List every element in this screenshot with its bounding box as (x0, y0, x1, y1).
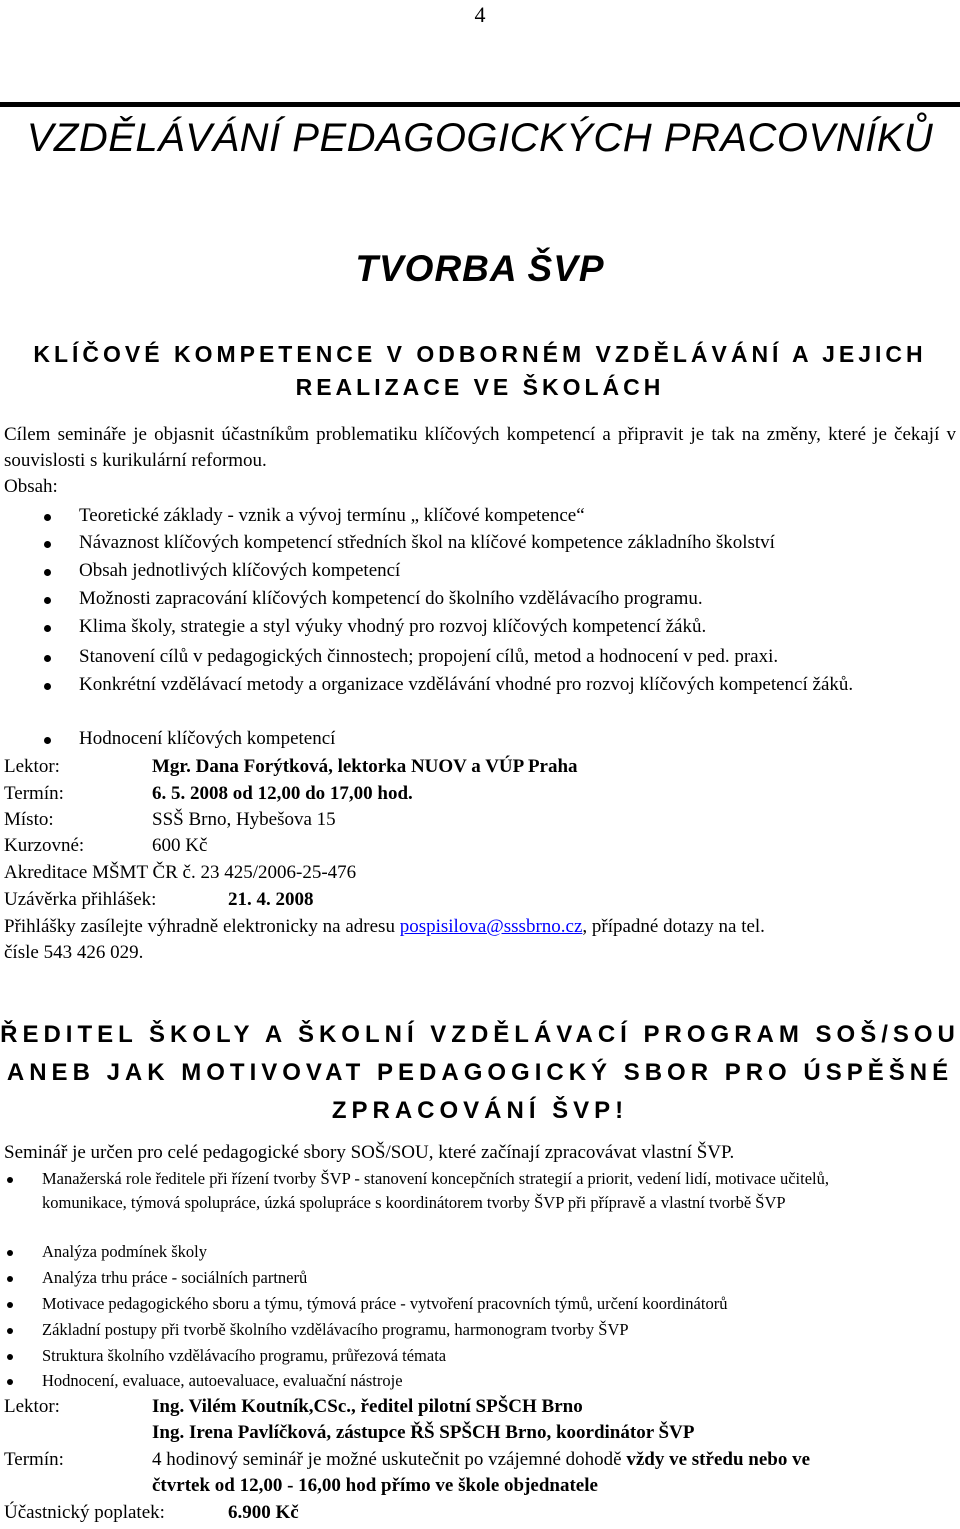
bullet-icon (7, 1354, 13, 1360)
course1-deadline-label: Uzávěrka přihlášek: (4, 889, 157, 910)
bullet-icon (7, 1250, 13, 1256)
course2-title-line2: ANEB JAK MOTIVOVAT PEDAGOGICKÝ SBOR PRO ÚSPĚŠNÉ (6, 1059, 954, 1086)
course1-title (0, 338, 960, 404)
course1-lecturer: Mgr. Dana Forýtková, lektorka NUOV a VÚP Praha (152, 756, 578, 777)
course1-date-label: Termín: (4, 783, 64, 804)
bullet-icon (7, 1328, 13, 1334)
course1-place-label: Místo: (4, 809, 54, 830)
course1-fee-label: Kurzovné: (4, 835, 85, 856)
bullet-icon (44, 737, 51, 744)
course1-apply: Přihlášky zasílejte výhradně elektronicky na adresu pospisilova@sssbrno.cz, případné dotazy na tel. (4, 916, 765, 937)
course1-deadline: 21. 4. 2008 (228, 889, 314, 910)
course1-content-label: Obsah: (4, 476, 58, 497)
course2-title (0, 1016, 960, 1130)
course2-lecturer1: Ing. Vilém Koutník,CSc., ředitel pilotní SPŠCH Brno (152, 1396, 583, 1417)
sub-heading: TVORBA ŠVP (355, 248, 605, 289)
bullet-icon (7, 1177, 13, 1183)
course1-phone: čísle 543 426 029. (4, 942, 144, 963)
bullet-icon (7, 1379, 13, 1385)
top-rule (0, 102, 960, 107)
bullet-icon (44, 625, 51, 632)
course1-title-line2: REALIZACE VE ŠKOLÁCH (295, 374, 665, 400)
bullet-icon (7, 1302, 13, 1308)
course1-intro: Cílem semináře je objasnit účastníkům problematiku klíčových kompetencí a připravit je tak na změny, které je čekají v souvislosti s kurikulární reformou. (4, 424, 956, 471)
bullet-icon (44, 597, 51, 604)
course1-title-line1: KLÍČOVÉ KOMPETENCE V ODBORNÉM VZDĚLÁVÁNÍ A JEJICH (33, 341, 927, 367)
bullet-icon (44, 514, 51, 521)
course2-lecturer-label: Lektor: (4, 1396, 60, 1417)
course1-lecturer-label: Lektor: (4, 756, 60, 777)
bullet-icon (7, 1276, 13, 1282)
course1-accreditation: Akreditace MŠMT ČR č. 23 425/2006-25-476 (4, 862, 357, 883)
bullet-icon (44, 655, 51, 662)
course2-title-line3: ZPRACOVÁNÍ ŠVP! (331, 1097, 629, 1124)
main-heading: VZDĚLÁVÁNÍ PEDAGOGICKÝCH PRACOVNÍKŮ (26, 116, 934, 160)
bullet-icon (44, 569, 51, 576)
bullet-icon (44, 683, 51, 690)
course2-date-label: Termín: (4, 1449, 64, 1470)
course2-title-line1: ŘEDITEL ŠKOLY A ŠKOLNÍ VZDĚLÁVACÍ PROGRAM SOŠ/SOU (0, 1021, 960, 1048)
course2-intro: Seminář je určen pro celé pedagogické sbory SOŠ/SOU, které začínají zpracovávat vlastní ŠVP. (4, 1142, 735, 1163)
course2-date-line2: čtvrtek od 12,00 - 16,00 hod přímo ve škole objednatele (152, 1475, 598, 1496)
course1-place: SSŠ Brno, Hybešova 15 (152, 809, 336, 830)
email-link[interactable]: pospisilova@sssbrno.cz (399, 916, 583, 937)
course2-date: 4 hodinový seminář je možné uskutečnit po vzájemné dohodě vždy ve středu nebo ve (152, 1449, 811, 1470)
page-number: 4 (474, 2, 486, 27)
course2-fee-label: Účastnický poplatek: (4, 1502, 165, 1523)
bullet-icon (44, 541, 51, 548)
course1-date: 6. 5. 2008 od 12,00 do 17,00 hod. (152, 783, 413, 804)
course2-lecturer2: Ing. Irena Pavlíčková, zástupce ŘŠ SPŠCH Brno, koordinátor ŠVP (152, 1422, 695, 1443)
course1-fee: 600 Kč (152, 835, 208, 856)
course2-fee: 6.900 Kč (228, 1502, 299, 1523)
